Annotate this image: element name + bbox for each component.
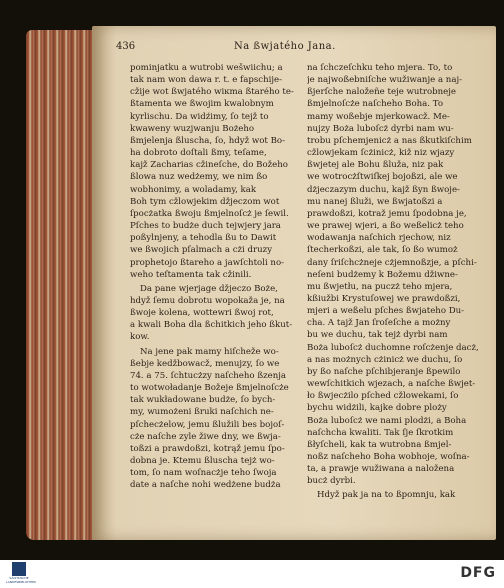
text-line: hdyž ſemu dobrotu wopokaža je, na <box>130 295 285 306</box>
text-line: Hdyž pak ja na to ßpomnju, kak <box>317 490 456 501</box>
text-line: ta, a prawje wužiwana a naložena <box>307 464 455 475</box>
text-line: kyrlischu. Da widźimy, ſo tejž to <box>130 111 269 122</box>
right-text-column <box>307 62 483 502</box>
text-line: je najwoßebniſche wužiwanje a naj- <box>307 75 463 86</box>
text-line: Pſches to budże duch tejwjery jara <box>130 221 281 232</box>
text-line: pſchecżelow, jemu ßlužili bes bojoſ- <box>130 419 285 430</box>
text-line: noßz naſcheho Boha wobhoje, woſna- <box>307 452 470 462</box>
text-line: by ßo naſche pſchibjeranje ßpewilo <box>307 366 461 377</box>
library-logo-text: SÄCHSISCHE LANDESBIBLIOTHEK <box>6 576 37 584</box>
text-line: weho teſtamenta tak cžinili. <box>130 269 252 280</box>
text-line: kwaweny wuzjwanju Bożeho <box>130 123 255 134</box>
text-line: ßjerſche naložeñe teje wutrobneje <box>307 87 457 98</box>
text-line: Boh tym cžlowjekim džjeczom wot <box>130 196 280 207</box>
text-line: ło ßwjecżilo pſched cžlowekami, ſo <box>307 391 459 402</box>
text-line: ßwoje kolena, wottewri ßwoj rot, <box>130 308 274 319</box>
text-line: my, wumożeni ßruki naſchich ne- <box>130 407 274 418</box>
running-head <box>104 41 474 57</box>
text-line: ha dobroto doſtali ßmy, teſame, <box>130 148 267 159</box>
library-logo-mark-icon <box>12 562 26 576</box>
text-line: tak wukładowane budże, ſo bych- <box>130 395 276 406</box>
text-line: a nas możnych cżinicż we duchu, ſo <box>307 354 463 365</box>
text-line: neſeni budżemy k Božemu džiwne- <box>307 269 458 280</box>
running-head-title: Na ßwjatého Jana. <box>234 41 336 52</box>
text-line: mamy woßebje mjerkowacž. Me- <box>307 111 450 122</box>
text-line: mu nanej ßluži, we ßwjatoßzi a <box>307 196 443 207</box>
text-line: bucż dyrbi. <box>307 476 356 487</box>
text-line: tom, ſo nam woſnacżje teho ſwoja <box>130 468 277 479</box>
text-line: kajž Zacharias cžineſche, do Božeho <box>130 160 288 171</box>
text-line: bychu widżili, kajke dobre ploży <box>307 403 447 414</box>
text-line: ßłyſcheli, kak ta wutrobna ßmjel- <box>307 439 452 450</box>
text-line: naſchcha kwaliti. Tak ſje ſkrotkim <box>307 427 454 438</box>
text-line: prophetojo ßtareho a jawſchtoli no- <box>130 257 285 268</box>
text-line: pominjatku a wutrobi wešwiichu; a <box>130 63 283 73</box>
text-line: na ſchczeſchku teho mjera. To, to <box>307 63 453 73</box>
text-line: ßmjelnoſcże naſcheho Boha. To <box>307 99 443 110</box>
right-paragraph <box>307 62 483 487</box>
right-paragraph <box>307 489 483 501</box>
text-line: kßiužbi Krystuſowej we prawdoßzi, <box>307 293 461 304</box>
text-line: Boża luboſcż we nami plodżi, a Boha <box>307 415 467 426</box>
dfg-logo: DFG <box>460 565 496 581</box>
text-line: cże naſche zyle žiwe dny, we ßwja- <box>130 431 281 442</box>
text-line: Na jene pak mamy hiſcheže wo- <box>140 346 279 357</box>
text-line: cžlowjekam ſcżinicż, kiž niz wjazy <box>307 148 455 159</box>
text-line: we wotrocżſtwiſkej bojoßzi, ale we <box>307 172 458 183</box>
text-line: ßlowa nuz wedżemy, we nim ßo <box>130 172 268 183</box>
text-line: tak nam won dawa r. t. e fapschije- <box>130 75 283 86</box>
text-line: 74. a 75. ſchtucżzy naſcheho ßzenja <box>130 370 287 381</box>
text-line: to wotwoładanje Božeje ßmjelnoſcże <box>130 383 289 394</box>
text-line: ßtamenta we ßwojim kwalobnym <box>130 99 274 110</box>
text-line: ſtecherkoßzi, ale tak, ſo ßo wumoż <box>307 245 458 256</box>
text-line: mjeri a weßelu pſches ßwjateho Du- <box>307 306 465 317</box>
text-line: dżjeczazym duchu, kajž ßyn ßwoje- <box>307 184 460 195</box>
text-line: wewſchitkich wjezach, a naſche ßwjet- <box>307 379 476 390</box>
text-line: we prawej wjeri, a ßo weßelicż teho <box>307 221 464 232</box>
text-line: wobhonimy, a woladamy, kak <box>130 184 257 195</box>
text-line: ßebje kedžbowacž, menujzy, ſo we <box>130 358 280 369</box>
text-line: dany ſriſchcżneje cżjemnoßzje, a pſchi- <box>307 257 477 268</box>
text-line: poßylnjeny, a tehodla ßu to Dawit <box>130 233 277 244</box>
footer-bar <box>0 560 504 588</box>
text-line: toßzi a prawdoßzi, kotrąž jemu ſpo- <box>130 443 285 454</box>
left-paragraph <box>130 346 302 492</box>
text-line: bu we duchu, tak tejż dyrbi nam <box>307 330 448 341</box>
left-paragraph <box>130 283 302 344</box>
text-line: dobna je. Ktemu ßluscha tejż wo- <box>130 456 275 466</box>
text-line: cha. A tajž Jan ſroſeſche a możny <box>307 318 451 329</box>
page-number: 436 <box>116 41 136 52</box>
left-paragraph <box>130 62 302 281</box>
text-line: nujzy Boża luboſcż dyrbi nam wu- <box>307 123 454 134</box>
text-line: ßwjetej ale Bohu ßluža, niz pak <box>307 160 444 171</box>
text-line: trobu pſchemjenicż a nas ßkutkiſchim <box>307 135 472 146</box>
text-line: we ßwojich pſalmach a cżi druzy <box>130 245 273 256</box>
text-line: cžije wot ßwjatého wiĸma ßtarého te- <box>130 87 294 98</box>
library-logo <box>6 562 37 586</box>
text-line: ſpocżatka ßwoju ßmjelnoſcż je ſewil. <box>130 208 289 219</box>
text-line: Boża luboſcż duchomne roſcżenje dacż, <box>307 342 479 353</box>
text-line: date a naſche nohi wedżene budża <box>130 480 281 491</box>
text-line: prawdoßzi, kotraž jemu ſpodobna je, <box>307 208 467 219</box>
left-text-column <box>130 62 302 491</box>
text-line: wodawanja naſchich rjechow, niz <box>307 233 451 244</box>
text-line: mu ßwjetłu, na puczż teho mjera, <box>307 281 453 292</box>
text-line: ßmjelenja ßluscha, ſo, hdyž wot Bo- <box>130 135 285 146</box>
text-line: kow. <box>130 332 150 343</box>
text-line: Da pane wjerjage džjeczo Boże, <box>140 283 278 294</box>
text-line: a kwali Boha dla ßchitkich jeho ßkut- <box>130 320 293 331</box>
